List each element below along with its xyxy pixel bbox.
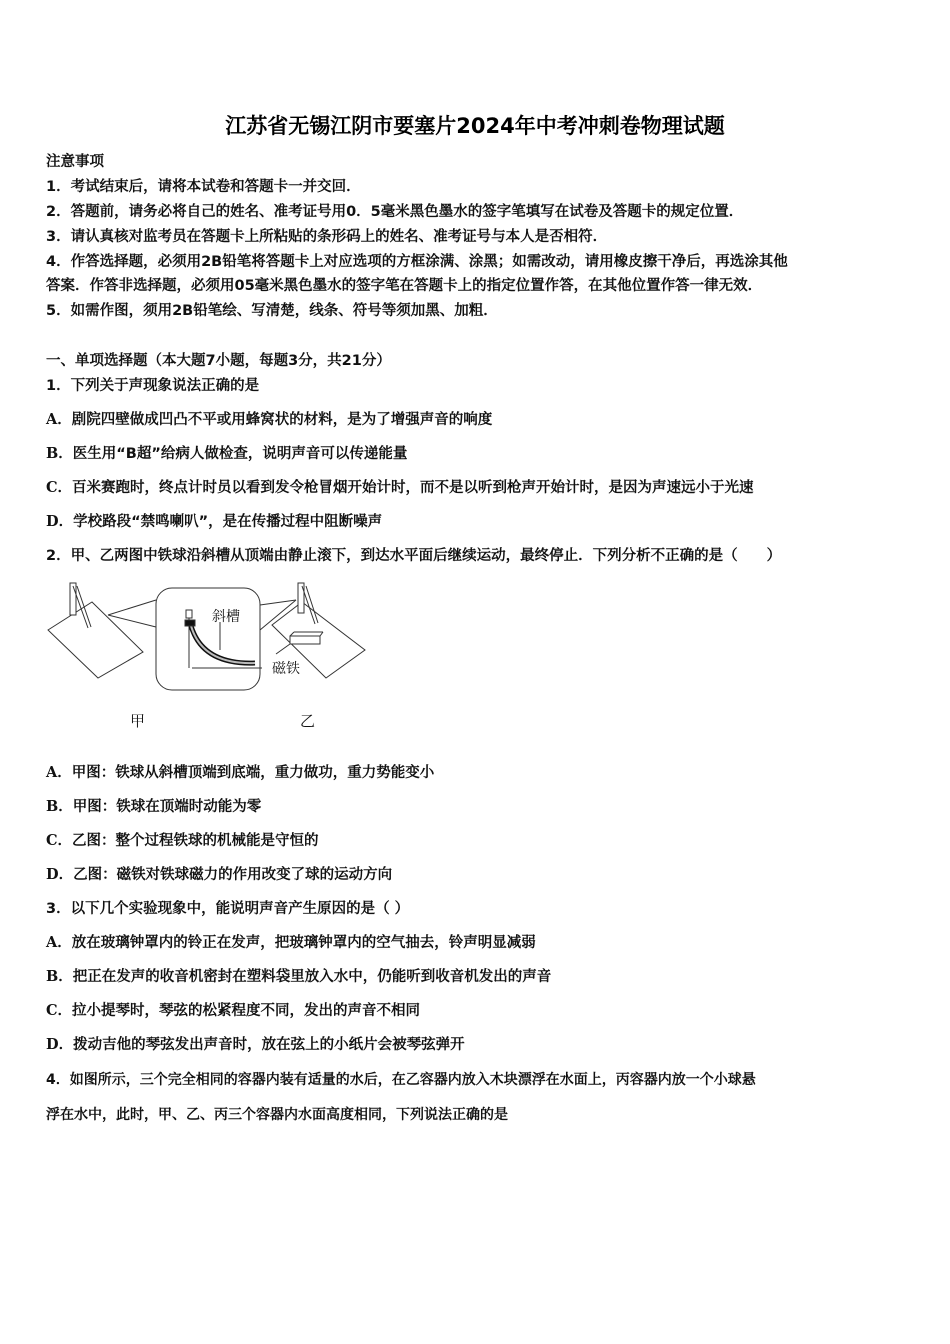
notice-heading: 注意事项: [46, 154, 104, 170]
option-text: 医生用“B超”给病人做检查，说明声音可以传递能量: [72, 446, 408, 462]
question-3-option-a: [46, 933, 536, 953]
option-letter: C．: [46, 479, 73, 496]
option-text: 拉小提琴时，琴弦的松紧程度不同，发出的声音不相同: [72, 1003, 421, 1019]
option-text: 把正在发声的收音机密封在塑料袋里放入水中，仍能听到收音机发出的声音: [72, 969, 552, 985]
question-2-figure: [40, 580, 400, 730]
option-text: 甲图：铁球在顶端时动能为零: [72, 799, 262, 815]
question-3-stem: 3．以下几个实验现象中，能说明声音产生原因的是（ ）: [46, 901, 410, 917]
chute-label: 斜槽: [212, 609, 240, 625]
question-2-option-a: [46, 763, 434, 783]
option-letter: D．: [46, 1036, 74, 1053]
magnet-label: 磁铁: [272, 661, 300, 677]
question-1-option-c: [46, 478, 754, 498]
notice-item: 1．考试结束后，请将本试卷和答题卡一并交回．: [46, 179, 361, 195]
question-1-option-a: [46, 410, 492, 430]
question-2-option-b: [46, 797, 261, 817]
option-letter: A．: [46, 764, 72, 781]
option-letter: A．: [46, 934, 72, 951]
notice-item: 2．答题前，请务必将自己的姓名、准考证号用0．5毫米黑色墨水的签字笔填写在试卷及答题卡的规定位置．: [46, 204, 744, 220]
question-2-option-d: [46, 865, 392, 885]
option-text: 乙图：整个过程铁球的机械能是守恒的: [72, 833, 319, 849]
notice-item: 3．请认真核对监考员在答题卡上所粘贴的条形码上的姓名、准考证号与本人是否相符．: [46, 229, 608, 245]
section-heading: 一、单项选择题（本大题7小题，每题3分，共21分）: [46, 353, 391, 369]
figure-label-yi: 乙: [300, 712, 316, 730]
option-letter: D．: [46, 866, 74, 883]
option-letter: D．: [46, 513, 74, 530]
notice-item: 答案．作答非选择题，必须用05毫米黑色墨水的签字笔在答题卡上的指定位置作答，在其他位置作答一律无效．: [46, 278, 763, 294]
question-2-option-c: [46, 831, 319, 851]
option-text: 乙图：磁铁对铁球磁力的作用改变了球的运动方向: [73, 867, 393, 883]
question-1-stem: 1．下列关于声现象说法正确的是: [46, 378, 260, 394]
question-3-option-b: [46, 967, 551, 987]
option-text: 学校路段“禁鸣喇叭”，是在传播过程中阻断噪声: [73, 514, 383, 530]
question-2-stem: 2．甲、乙两图中铁球沿斜槽从顶端由静止滚下，到达水平面后继续运动，最终停止．下列分析不正确的是（ ）: [46, 548, 782, 564]
question-4-stem-line-2: 浮在水中，此时，甲、乙、丙三个容器内水面高度相同，下列说法正确的是: [46, 1107, 508, 1123]
figure-label-jia: 甲: [130, 712, 146, 730]
question-1-option-b: [46, 444, 407, 464]
option-letter: B．: [46, 445, 73, 462]
question-3-option-d: [46, 1035, 465, 1055]
notice-item: 5．如需作图，须用2B铅笔绘、写清楚，线条、符号等须加黑、加粗．: [46, 303, 498, 319]
option-text: 放在玻璃钟罩内的铃正在发声，把玻璃钟罩内的空气抽去，铃声明显减弱: [71, 935, 536, 951]
question-3-option-c: [46, 1001, 420, 1021]
option-letter: B．: [46, 798, 73, 815]
document-title: 江苏省无锡江阴市要塞片2024年中考冲刺卷物理试题: [225, 114, 725, 138]
chute-diagram-icon: [40, 580, 400, 730]
notice-item: 4．作答选择题，必须用2B铅笔将答题卡上对应选项的方框涂满、涂黑；如需改动，请用橡皮擦干净后，再选涂其他: [46, 254, 788, 270]
option-letter: A．: [46, 411, 72, 428]
question-4-stem-line-1: 4．如图所示，三个完全相同的容器内装有适量的水后，在乙容器内放入木块漂浮在水面上，丙容器内放一个小球悬: [46, 1072, 756, 1088]
question-1-option-d: [46, 512, 382, 532]
option-text: 剧院四壁做成凹凸不平或用蜂窝状的材料，是为了增强声音的响度: [71, 412, 493, 428]
option-letter: C．: [46, 832, 73, 849]
option-text: 百米赛跑时，终点计时员以看到发令枪冒烟开始计时，而不是以听到枪声开始计时，是因为声速远小于光速: [72, 480, 754, 496]
option-letter: C．: [46, 1002, 73, 1019]
option-text: 拨动吉他的琴弦发出声音时，放在弦上的小纸片会被琴弦弹开: [73, 1037, 465, 1053]
option-text: 甲图：铁球从斜槽顶端到底端，重力做功，重力势能变小: [71, 765, 435, 781]
option-letter: B．: [46, 968, 73, 985]
